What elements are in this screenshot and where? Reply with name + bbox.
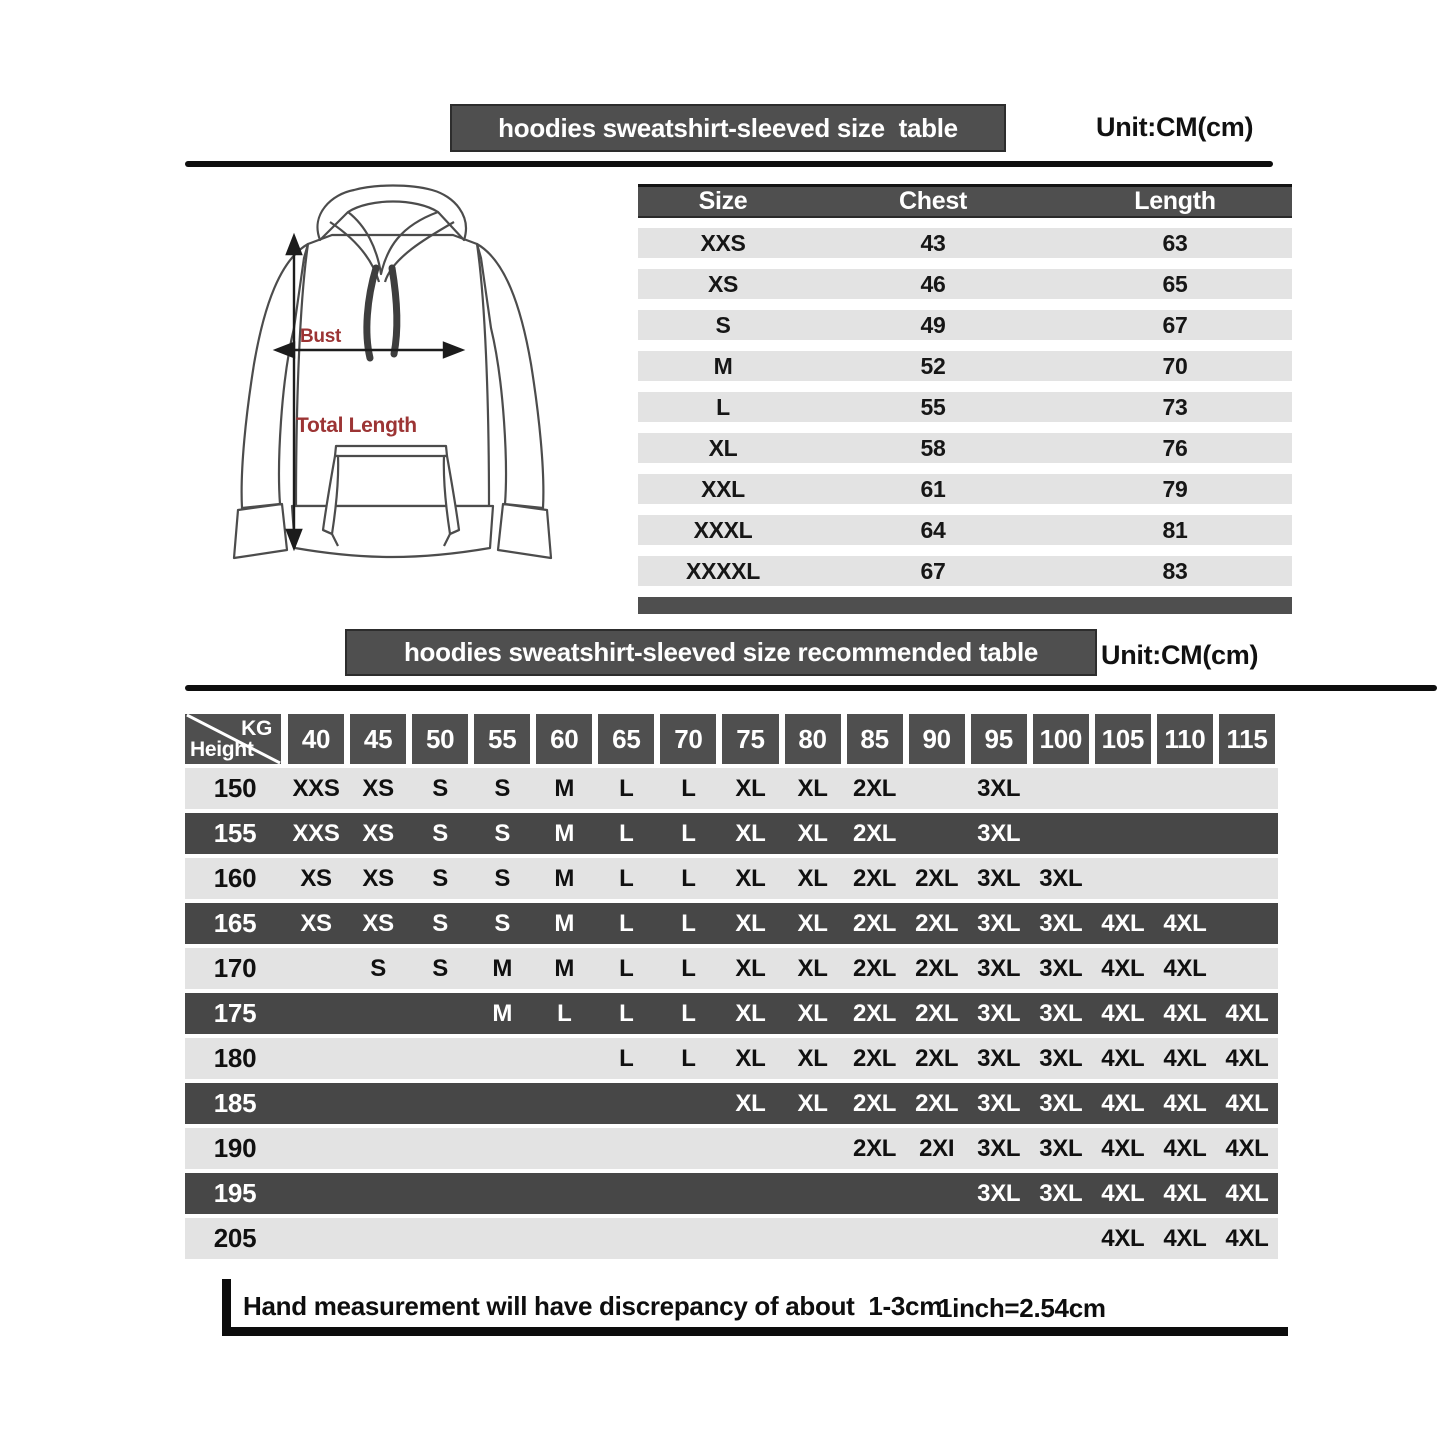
recommended-size-cell: 4XL <box>1163 1224 1207 1252</box>
recommended-size-cell: S <box>494 864 511 892</box>
size-cell: XS <box>707 270 739 297</box>
height-value-cell: 150 <box>213 773 257 803</box>
recommended-size-cell: 2XL <box>915 999 959 1027</box>
recommended-size-cell: L <box>681 774 696 802</box>
divider-bottom <box>185 685 1437 691</box>
footnote-underline <box>222 1327 1288 1336</box>
recommended-size-cell: L <box>619 954 634 982</box>
recommended-size-cell: XL <box>735 1089 766 1117</box>
recommended-size-cell: 4XL <box>1225 1179 1269 1207</box>
column-header-size: Size <box>698 187 748 215</box>
weight-header-cell: 110 <box>1157 714 1213 764</box>
recommended-size-cell: 4XL <box>1101 1134 1145 1162</box>
weight-header-cell: 115 <box>1219 714 1275 764</box>
recommended-size-cell: 4XL <box>1163 1044 1207 1072</box>
recommended-table-row <box>185 948 1278 989</box>
chest-cell: 58 <box>920 434 946 461</box>
recommended-size-cell: 3XL <box>977 1134 1021 1162</box>
height-value-cell: 185 <box>213 1088 257 1118</box>
recommended-table-row <box>185 1173 1278 1214</box>
recommended-size-cell: 3XL <box>1039 1089 1083 1117</box>
recommended-size-cell: 2XL <box>853 999 897 1027</box>
recommended-size-cell: XL <box>735 909 766 937</box>
chest-cell: 64 <box>920 516 946 543</box>
recommended-size-cell: 2XL <box>915 864 959 892</box>
weight-header-cell: 85 <box>847 714 903 764</box>
recommended-size-cell: M <box>554 774 575 802</box>
size-cell: XXXL <box>693 516 753 543</box>
recommended-size-cell: XL <box>735 774 766 802</box>
recommended-size-cell: 4XL <box>1163 999 1207 1027</box>
recommended-size-cell: 2XL <box>853 819 897 847</box>
hoodie-outline <box>234 186 551 559</box>
recommended-size-cell: S <box>494 909 511 937</box>
height-value-cell: 190 <box>213 1133 257 1163</box>
size-table-row <box>638 556 1292 586</box>
size-cell: XXS <box>700 229 746 256</box>
recommended-size-cell: M <box>554 909 575 937</box>
recommended-size-cell: L <box>681 819 696 847</box>
kg-label: KG <box>241 717 272 740</box>
recommended-size-cell: XXS <box>292 819 340 847</box>
recommended-size-cell: 4XL <box>1101 999 1145 1027</box>
size-table-body <box>638 228 1292 586</box>
recommended-size-cell: L <box>619 1044 634 1072</box>
weight-header-cell: 90 <box>909 714 965 764</box>
recommended-size-cell: 3XL <box>977 864 1021 892</box>
recommended-table-row <box>185 813 1278 854</box>
length-cell: 79 <box>1162 475 1188 502</box>
recommended-size-cell: 2XI <box>919 1134 955 1162</box>
recommended-table-row <box>185 993 1278 1034</box>
recommended-size-cell: 3XL <box>1039 1179 1083 1207</box>
recommended-size-cell: S <box>494 819 511 847</box>
chest-cell: 55 <box>920 393 946 420</box>
weight-header-cell: 105 <box>1095 714 1151 764</box>
chest-cell: 46 <box>920 270 946 297</box>
recommended-size-cell: L <box>681 864 696 892</box>
recommended-size-cell: S <box>432 864 449 892</box>
chest-cell: 52 <box>920 352 946 379</box>
recommended-size-cell: XS <box>362 819 394 847</box>
recommended-size-cell: M <box>554 954 575 982</box>
recommended-table-row <box>185 1128 1278 1169</box>
recommended-size-cell: 3XL <box>1039 864 1083 892</box>
recommended-size-cell: 3XL <box>977 954 1021 982</box>
recommended-size-cell: 3XL <box>977 999 1021 1027</box>
recommended-size-cell: 4XL <box>1225 1044 1269 1072</box>
recommended-size-cell: L <box>681 1044 696 1072</box>
size-table-header-row <box>638 184 1292 218</box>
weight-header-cell: 70 <box>660 714 716 764</box>
bust-label: Bust <box>300 326 342 347</box>
size-cell: S <box>715 311 731 338</box>
recommended-size-cell: XL <box>797 864 828 892</box>
recommended-size-cell: 2XL <box>853 1044 897 1072</box>
size-cell: M <box>713 352 733 379</box>
recommended-size-cell: L <box>619 909 634 937</box>
recommended-table-row <box>185 858 1278 899</box>
chest-cell: 67 <box>920 557 946 584</box>
recommended-size-cell: S <box>432 954 449 982</box>
kg-height-corner-cell <box>185 714 281 764</box>
size-table-title: hoodies sweatshirt-sleeved size table <box>498 112 958 143</box>
recommended-size-cell: XXS <box>292 774 340 802</box>
recommended-size-cell: XL <box>797 1089 828 1117</box>
size-table-title-bar <box>450 104 1006 152</box>
recommended-size-cell: XS <box>362 864 394 892</box>
recommended-size-cell: L <box>681 999 696 1027</box>
recommended-size-cell: 3XL <box>977 1179 1021 1207</box>
recommended-size-cell: 4XL <box>1163 1089 1207 1117</box>
size-measurement-table <box>638 184 1292 614</box>
height-value-cell: 165 <box>213 908 257 938</box>
recommended-size-cell: L <box>619 864 634 892</box>
length-cell: 76 <box>1162 434 1188 461</box>
length-cell: 81 <box>1162 516 1188 543</box>
recommended-size-cell: 4XL <box>1225 1089 1269 1117</box>
recommended-size-cell: 4XL <box>1101 909 1145 937</box>
recommended-size-cell: 2XL <box>853 954 897 982</box>
weight-header-cell: 100 <box>1033 714 1089 764</box>
recommended-table-row <box>185 1218 1278 1259</box>
total-length-label: Total Length <box>296 414 417 437</box>
recommended-size-cell: XL <box>735 819 766 847</box>
recommended-size-cell: XL <box>797 774 828 802</box>
length-cell: 83 <box>1162 557 1188 584</box>
recommended-size-cell: 3XL <box>977 1044 1021 1072</box>
recommended-size-cell: XS <box>362 909 394 937</box>
height-label: Height <box>190 738 254 761</box>
size-table-row <box>638 433 1292 463</box>
recommended-size-cell: L <box>619 999 634 1027</box>
weight-header-cell: 60 <box>536 714 592 764</box>
recommended-size-cell: S <box>432 909 449 937</box>
recommended-size-cell: 3XL <box>977 909 1021 937</box>
recommended-size-cell: 3XL <box>1039 1134 1083 1162</box>
recommended-size-cell: 4XL <box>1101 954 1145 982</box>
recommended-size-cell: L <box>619 774 634 802</box>
recommended-size-cell: S <box>432 819 449 847</box>
length-cell: 73 <box>1162 393 1188 420</box>
weight-header-cell: 75 <box>722 714 778 764</box>
recommended-size-cell: XL <box>735 999 766 1027</box>
height-value-cell: 155 <box>213 818 257 848</box>
recommended-size-cell: XL <box>797 909 828 937</box>
chest-cell: 43 <box>920 229 946 256</box>
weight-header-cell: 40 <box>288 714 344 764</box>
recommended-size-cell: 2XL <box>853 774 897 802</box>
height-value-cell: 175 <box>213 998 257 1028</box>
recommended-size-cell: XS <box>362 774 394 802</box>
chest-cell: 61 <box>920 475 946 502</box>
size-table-row <box>638 228 1292 258</box>
measurement-note: Hand measurement will have discrepancy of about 1-3cm <box>243 1291 943 1321</box>
size-table-row <box>638 310 1292 340</box>
height-value-cell: 195 <box>213 1178 257 1208</box>
chest-cell: 49 <box>920 311 946 338</box>
recommended-size-cell: XL <box>797 1044 828 1072</box>
length-cell: 63 <box>1162 229 1188 256</box>
recommended-size-cell: 3XL <box>1039 954 1083 982</box>
size-table-footer-bar <box>638 597 1292 614</box>
weight-header-cell: 95 <box>971 714 1027 764</box>
recommended-size-cell: XL <box>797 954 828 982</box>
height-value-cell: 170 <box>213 953 257 983</box>
recommended-size-cell: XL <box>797 999 828 1027</box>
size-table-row <box>638 351 1292 381</box>
recommended-size-cell: 2XL <box>915 1044 959 1072</box>
recommended-table-body <box>185 768 1278 1259</box>
recommended-size-cell: S <box>494 774 511 802</box>
recommended-size-cell: 3XL <box>1039 909 1083 937</box>
recommended-size-cell: 2XL <box>915 1089 959 1117</box>
length-cell: 70 <box>1162 352 1188 379</box>
column-header-chest: Chest <box>899 187 967 215</box>
recommended-size-cell: 4XL <box>1101 1179 1145 1207</box>
recommended-size-cell: 3XL <box>977 774 1021 802</box>
size-recommended-table <box>185 714 1278 1263</box>
hoodie-measurement-diagram <box>180 178 605 623</box>
unit-label-bottom: Unit:CM(cm) <box>1101 640 1259 670</box>
recommended-table-row <box>185 1038 1278 1079</box>
recommended-size-cell: XS <box>300 864 332 892</box>
recommended-size-cell: 2XL <box>853 909 897 937</box>
recommended-size-cell: 4XL <box>1163 909 1207 937</box>
recommended-size-cell: 4XL <box>1225 1134 1269 1162</box>
recommended-size-cell: 2XL <box>853 1089 897 1117</box>
height-value-cell: 205 <box>213 1223 257 1253</box>
weight-header-cell: 55 <box>474 714 530 764</box>
recommended-size-cell: 2XL <box>915 909 959 937</box>
unit-label-top: Unit:CM(cm) <box>1096 112 1254 142</box>
recommended-table-row <box>185 1083 1278 1124</box>
recommended-size-cell: XL <box>735 954 766 982</box>
weight-header-cell: 65 <box>598 714 654 764</box>
length-cell: 65 <box>1162 270 1188 297</box>
recommended-size-cell: M <box>492 954 513 982</box>
size-cell: XXXXL <box>686 557 760 584</box>
recommended-size-cell: 3XL <box>977 1089 1021 1117</box>
inch-conversion-note: 1inch=2.54cm <box>938 1293 1106 1323</box>
recommended-size-cell: S <box>370 954 386 982</box>
recommended-size-cell: 4XL <box>1163 1134 1207 1162</box>
recommended-size-cell: XS <box>300 909 332 937</box>
recommended-size-cell: 3XL <box>1039 999 1083 1027</box>
recommended-size-cell: 4XL <box>1225 999 1269 1027</box>
size-table-row <box>638 474 1292 504</box>
size-table-row <box>638 392 1292 422</box>
recommended-size-cell: 4XL <box>1163 1179 1207 1207</box>
size-cell: L <box>716 393 730 420</box>
recommended-table-header-row <box>185 714 1278 764</box>
recommended-size-cell: 3XL <box>977 819 1021 847</box>
weight-header-cell: 45 <box>350 714 406 764</box>
recommended-size-cell: 4XL <box>1225 1224 1269 1252</box>
recommended-size-cell: L <box>681 954 696 982</box>
recommended-size-cell: 3XL <box>1039 1044 1083 1072</box>
weight-header-cell: 80 <box>785 714 841 764</box>
recommended-size-cell: 2XL <box>853 864 897 892</box>
recommended-size-cell: M <box>492 999 513 1027</box>
recommended-size-cell: L <box>681 909 696 937</box>
size-table-row <box>638 515 1292 545</box>
size-cell: XL <box>708 434 738 461</box>
recommended-table-row <box>185 903 1278 944</box>
weight-header-cell: 50 <box>412 714 468 764</box>
size-table-row <box>638 269 1292 299</box>
recommended-table-title: hoodies sweatshirt-sleeved size recommended table <box>403 637 1039 667</box>
recommended-size-cell: S <box>432 774 449 802</box>
recommended-size-cell: 4XL <box>1163 954 1207 982</box>
recommended-size-cell: XL <box>735 864 766 892</box>
recommended-size-cell: XL <box>735 1044 766 1072</box>
recommended-size-cell: 2XL <box>915 954 959 982</box>
recommended-size-cell: L <box>619 819 634 847</box>
recommended-size-cell: 4XL <box>1101 1224 1145 1252</box>
recommended-size-cell: M <box>554 819 575 847</box>
recommended-size-cell: 4XL <box>1101 1089 1145 1117</box>
recommended-table-title-bar <box>345 629 1097 676</box>
divider-top <box>185 161 1273 167</box>
recommended-size-cell: XL <box>797 819 828 847</box>
recommended-size-cell: L <box>557 999 572 1027</box>
recommended-size-cell: M <box>554 864 575 892</box>
recommended-table-row <box>185 768 1278 809</box>
recommended-size-cell: 2XL <box>853 1134 897 1162</box>
length-cell: 67 <box>1162 311 1188 338</box>
height-value-cell: 160 <box>213 863 257 893</box>
column-header-length: Length <box>1134 187 1216 215</box>
recommended-size-cell: 4XL <box>1101 1044 1145 1072</box>
height-value-cell: 180 <box>213 1043 257 1073</box>
size-cell: XXL <box>701 475 745 502</box>
